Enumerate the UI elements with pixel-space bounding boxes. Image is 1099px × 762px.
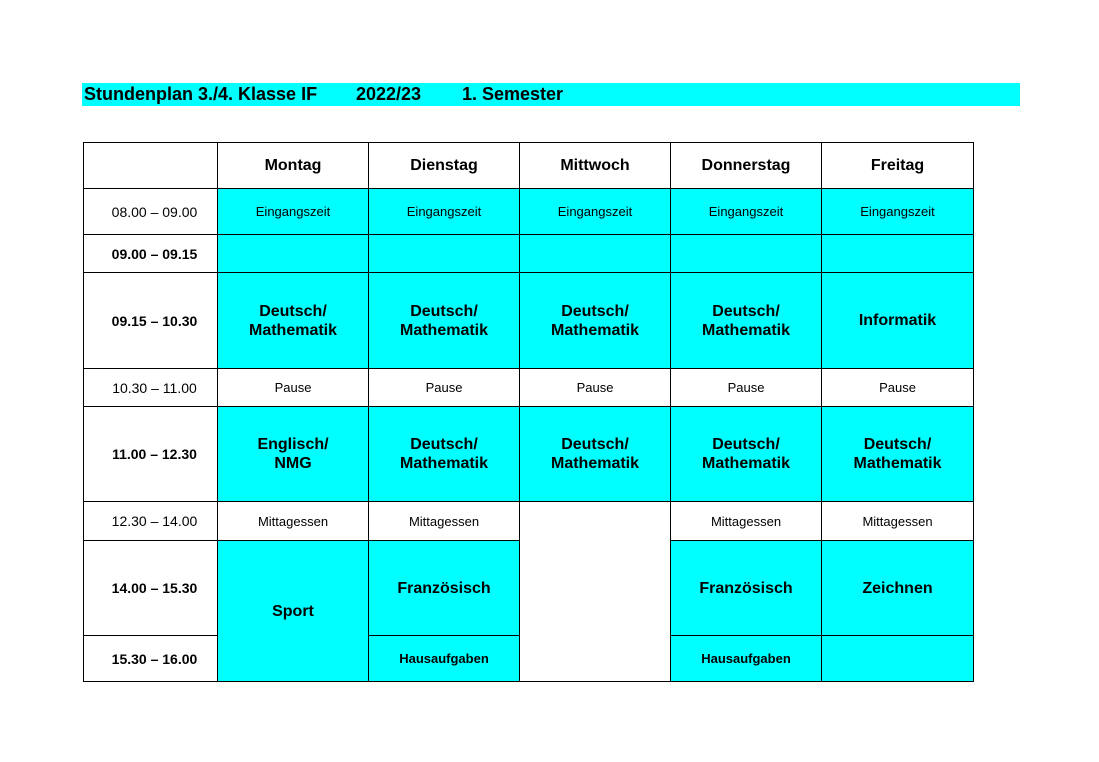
lesson-cell — [520, 273, 671, 369]
lesson-cell — [822, 407, 974, 502]
lesson-line: Deutsch/ — [410, 436, 478, 453]
lesson-line: Mathematik — [853, 455, 942, 472]
lesson-cell-empty — [218, 235, 369, 273]
lesson-cell-empty — [822, 235, 974, 273]
lesson-cell: Pause — [520, 369, 671, 407]
table-row — [84, 235, 974, 273]
time-label: 15.30 – 16.00 — [111, 650, 198, 667]
lesson-cell — [218, 273, 369, 369]
day-header-tuesday: Dienstag — [369, 143, 520, 189]
lesson-cell — [520, 407, 671, 502]
lesson-cell-empty — [520, 235, 671, 273]
lesson-cell: Eingangszeit — [369, 189, 520, 235]
lesson-cell: Pause — [822, 369, 974, 407]
time-label: 14.00 – 15.30 — [111, 580, 198, 596]
lesson-cell — [671, 407, 822, 502]
time-label: 09.00 – 09.15 — [111, 245, 198, 262]
time-cell — [84, 541, 218, 636]
lesson-cell: Hausaufgaben — [671, 636, 822, 682]
lesson-cell: Eingangszeit — [822, 189, 974, 235]
lesson-cell: Pause — [218, 369, 369, 407]
table-row — [84, 273, 974, 369]
time-label: 11.00 – 12.30 — [112, 446, 197, 462]
time-cell — [84, 189, 218, 235]
lesson-cell-sport: Sport — [218, 541, 369, 682]
lesson-cell: Französisch — [369, 541, 520, 636]
lesson-cell: Mittagessen — [218, 502, 369, 541]
school-year: 2022/23 — [356, 84, 422, 104]
lesson-line: NMG — [274, 455, 312, 472]
lesson-line: Deutsch/ — [561, 302, 629, 320]
lesson-cell: Französisch — [671, 541, 822, 636]
lesson-cell — [369, 273, 520, 369]
time-cell — [84, 273, 218, 369]
table-row — [84, 502, 974, 541]
lesson-line: Deutsch/ — [712, 436, 780, 453]
time-cell — [84, 636, 218, 682]
schedule-title-bar — [82, 83, 1020, 106]
time-label: 08.00 – 09.00 — [111, 203, 198, 220]
schedule-title: Stundenplan 3./4. Klasse IF — [84, 84, 318, 104]
lesson-cell-empty — [822, 636, 974, 682]
lesson-cell-empty — [671, 235, 822, 273]
lesson-line: Mathematik — [550, 455, 640, 472]
lesson-cell: Eingangszeit — [520, 189, 671, 235]
lesson-cell: Informatik — [822, 273, 974, 369]
lesson-cell: Eingangszeit — [671, 189, 822, 235]
lesson-cell — [369, 407, 520, 502]
header-row — [84, 143, 974, 189]
lesson-line: Deutsch/ — [410, 302, 478, 320]
lesson-cell: Zeichnen — [822, 541, 974, 636]
lesson-cell: Mittagessen — [369, 502, 520, 541]
lesson-line: Englisch/ — [257, 436, 329, 453]
time-cell — [84, 235, 218, 273]
table-row — [84, 189, 974, 235]
lesson-line: Mathematik — [550, 321, 640, 339]
lesson-line: Mathematik — [399, 321, 489, 339]
day-header-monday: Montag — [218, 143, 369, 189]
table-row — [84, 407, 974, 502]
lesson-line: Mathematik — [248, 321, 338, 339]
corner-cell — [84, 143, 218, 189]
lesson-cell: Mittagessen — [671, 502, 822, 541]
lesson-cell: Eingangszeit — [218, 189, 369, 235]
time-cell — [84, 502, 218, 541]
lesson-cell: Pause — [369, 369, 520, 407]
lesson-cell: Mittagessen — [822, 502, 974, 541]
day-header-thursday: Donnerstag — [671, 143, 822, 189]
time-cell — [84, 369, 218, 407]
timetable — [83, 142, 974, 682]
day-header-friday: Freitag — [822, 143, 974, 189]
lesson-cell: Hausaufgaben — [369, 636, 520, 682]
lesson-line: Mathematik — [701, 455, 791, 472]
table-row — [84, 369, 974, 407]
wednesday-afternoon-free-cell — [520, 502, 671, 682]
semester-label: 1. Semester — [462, 84, 564, 104]
day-header-wednesday: Mittwoch — [520, 143, 671, 189]
lesson-line: Deutsch/ — [712, 302, 780, 320]
lesson-line: Mathematik — [399, 455, 489, 472]
lesson-cell-empty — [369, 235, 520, 273]
lesson-cell: Pause — [671, 369, 822, 407]
lesson-line: Deutsch/ — [561, 436, 629, 453]
time-cell — [84, 407, 218, 502]
lesson-line: Deutsch/ — [863, 436, 932, 453]
time-label: 09.15 – 10.30 — [111, 312, 198, 329]
time-label: 10.30 – 11.00 — [112, 379, 197, 396]
time-label: 12.30 – 14.00 — [111, 513, 198, 529]
lesson-cell — [218, 407, 369, 502]
lesson-line: Deutsch/ — [259, 302, 327, 320]
lesson-cell — [671, 273, 822, 369]
lesson-line: Mathematik — [701, 321, 791, 339]
